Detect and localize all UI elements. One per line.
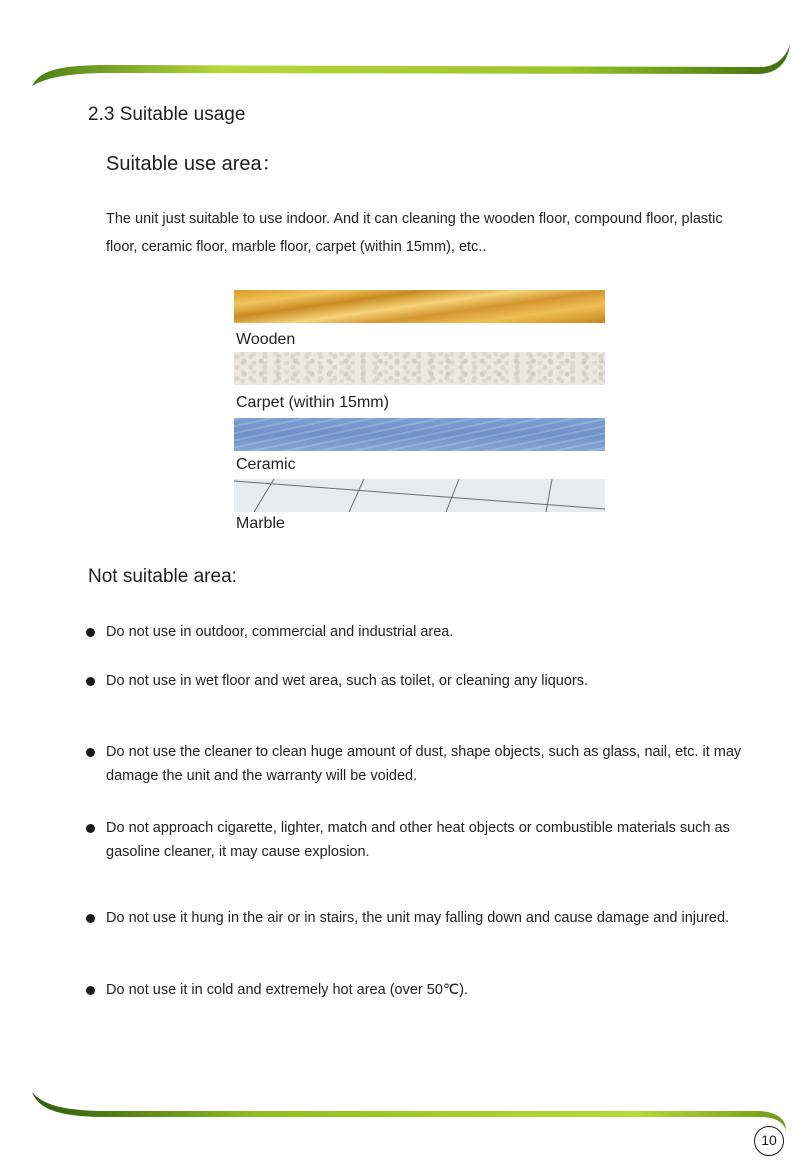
list-item [86, 740, 766, 788]
bullet-icon [86, 748, 95, 757]
suitable-area-title: Suitable use area： [106, 153, 282, 175]
list-item [86, 978, 766, 1002]
carpet-floor-label: Carpet (within 15mm) [236, 394, 389, 411]
list-item [86, 620, 766, 644]
ceramic-floor-label: Ceramic [236, 456, 296, 473]
bullet-icon [86, 628, 95, 637]
bullet-text: Do not use it hung in the air or in stairs, the unit may falling down and cause damage and injured. [106, 910, 730, 926]
bullet-text: Do not use it in cold and extremely hot area (over 50℃). [106, 982, 469, 998]
bullet-text: Do not approach cigarette, lighter, match and other heat objects or combustible materials such as gasoline cleaner, it may cause explosion. [106, 820, 730, 860]
bullet-icon [86, 677, 95, 686]
wooden-floor-image [234, 290, 605, 323]
suitable-area-intro: The unit just suitable to use indoor. And it can cleaning the wooden floor, compound floor, plastic floor, ceramic floor, marble floor, carpet (within 15mm), etc.. [106, 211, 723, 255]
bullet-icon [86, 986, 95, 995]
bottom-curve-decoration [0, 1080, 807, 1130]
marble-floor-label: Marble [236, 515, 285, 532]
section-title: 2.3 Suitable usage [88, 104, 246, 125]
bullet-text: Do not use in wet floor and wet area, such as toilet, or cleaning any liquors. [106, 673, 588, 689]
list-item [86, 669, 766, 693]
bullet-text: Do not use in outdoor, commercial and industrial area. [106, 624, 454, 640]
list-item [86, 816, 766, 864]
list-item [86, 906, 766, 930]
page-number: 10 [754, 1126, 784, 1156]
ceramic-floor-image [234, 418, 605, 451]
carpet-floor-image [234, 352, 605, 385]
marble-floor-image [234, 479, 605, 512]
bullet-text: Do not use the cleaner to clean huge amount of dust, shape objects, such as glass, nail, etc. it may damage the unit and the warranty will be voided. [106, 744, 742, 784]
top-curve-decoration [0, 40, 807, 100]
wooden-floor-label: Wooden [236, 331, 296, 348]
not-suitable-title: Not suitable area: [88, 566, 237, 587]
bullet-icon [86, 824, 95, 833]
bullet-icon [86, 914, 95, 923]
